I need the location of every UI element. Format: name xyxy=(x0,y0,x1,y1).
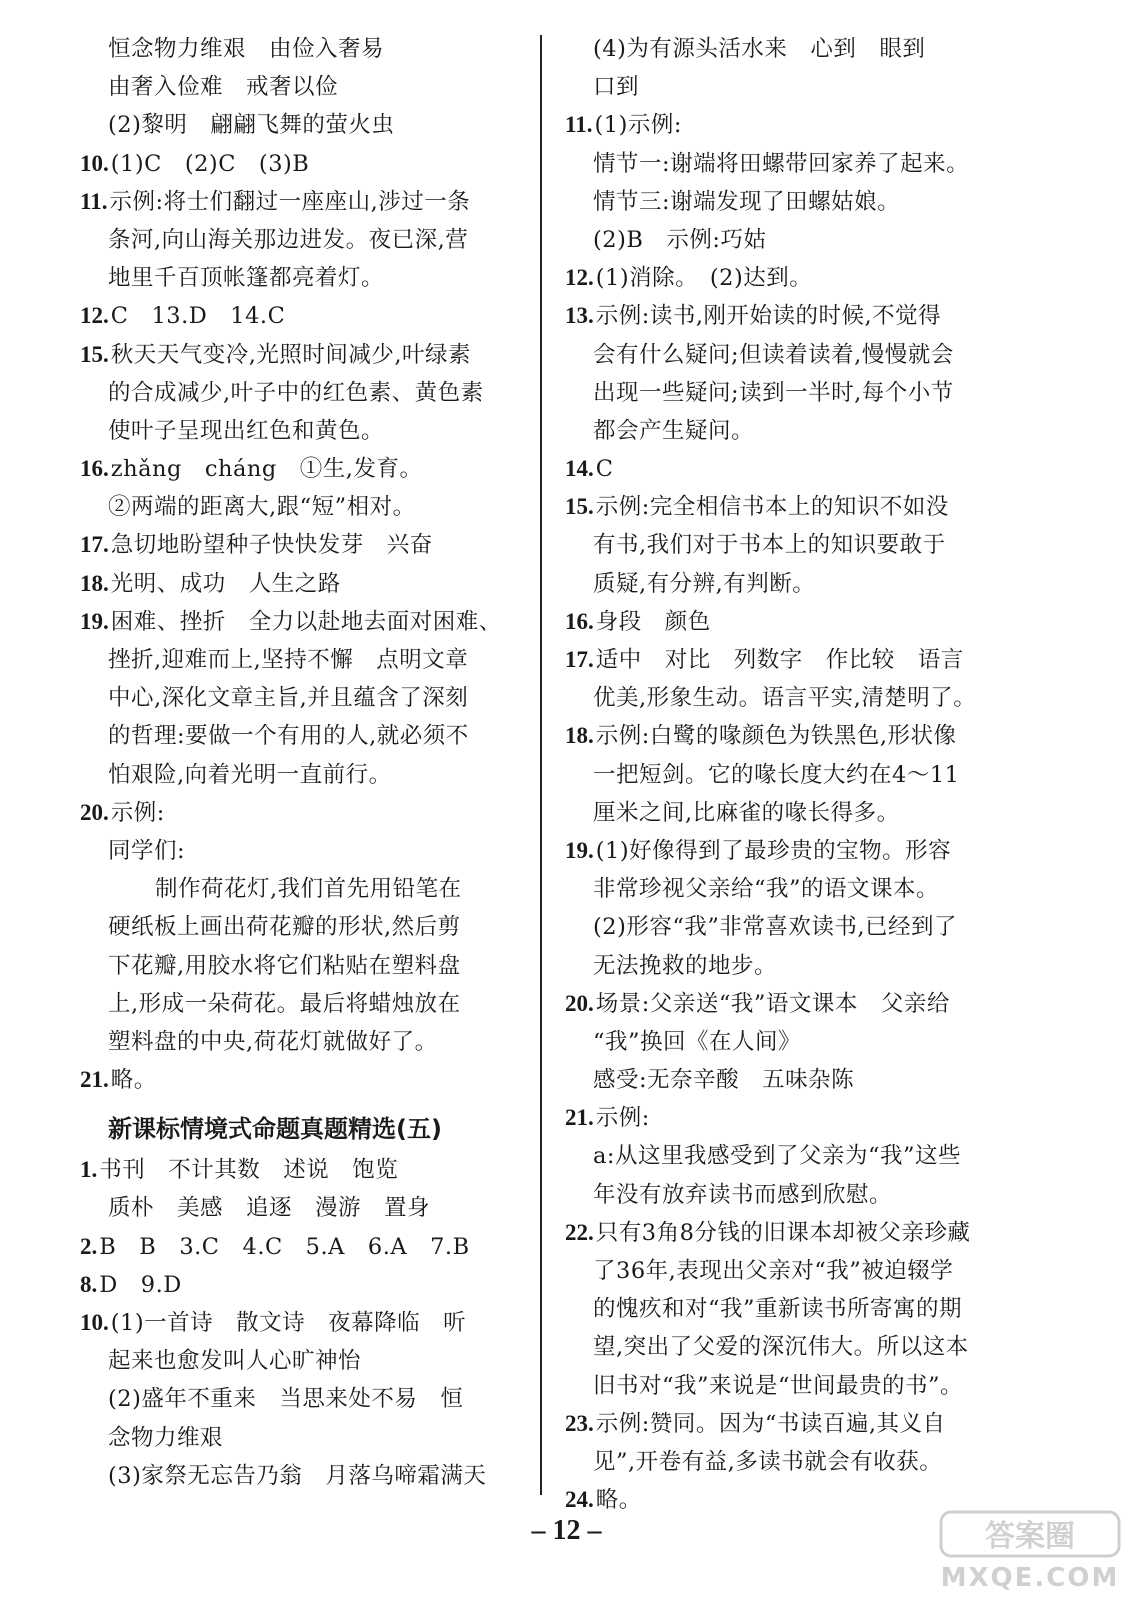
answer-text: 困难、挫折 全力以赴地去面对困难、 xyxy=(110,608,502,635)
answer-text: (2)形容“我”非常喜欢读书,已经到了 xyxy=(593,914,958,941)
question-number: 14. xyxy=(565,456,594,482)
answer-text: 只有3角8分钱的旧课本却被父亲珍藏 xyxy=(595,1219,971,1246)
answer-line xyxy=(565,526,1035,564)
question-number: 13. xyxy=(565,303,594,329)
answer-line xyxy=(565,183,1035,221)
watermark-text-cn: 答案圈 xyxy=(985,1519,1075,1554)
answer-line xyxy=(565,1405,1035,1443)
question-number: 20. xyxy=(80,799,109,825)
answer-line xyxy=(80,565,525,603)
answer-line xyxy=(80,1457,525,1495)
answer-line xyxy=(80,1380,525,1418)
answer-line xyxy=(80,1061,525,1099)
answer-text: 挫折,迎难而上,坚持不懈 点明文章 xyxy=(108,647,469,673)
answer-text: (1)一首诗 散文诗 夜幕降临 听 xyxy=(110,1310,467,1336)
answer-line xyxy=(565,794,1035,832)
page-number: – 12 – xyxy=(531,1515,602,1546)
question-number: 24. xyxy=(565,1487,594,1513)
answer-text: 会有什么疑问;但读着读着,慢慢就会 xyxy=(593,341,954,368)
answer-text: 念物力维艰 xyxy=(108,1424,224,1451)
answer-line xyxy=(565,221,1035,259)
answer-text: 条河,向山海关那边进发。夜已深,营 xyxy=(108,226,469,253)
watermark-text-url: MXQE.COM xyxy=(940,1563,1120,1592)
answer-line xyxy=(80,985,525,1023)
question-number: 16. xyxy=(80,456,109,482)
answer-line xyxy=(80,641,525,679)
answer-text: 一把短剑。它的喙长度大约在4～11 xyxy=(593,761,960,788)
answer-text: 都会产生疑问。 xyxy=(593,417,755,444)
answer-line xyxy=(80,1228,525,1266)
answer-line xyxy=(565,603,1035,641)
question-number: 21. xyxy=(80,1067,109,1093)
answer-text: (4)为有源头活水来 心到 眼到 xyxy=(593,36,926,62)
answer-line xyxy=(565,450,1035,488)
answer-line xyxy=(80,1304,525,1342)
answer-text: 下花瓣,用胶水将它们粘贴在塑料盘 xyxy=(108,952,461,979)
answer-line xyxy=(80,1266,525,1304)
watermark-logo xyxy=(935,1508,1125,1592)
section-heading: 新课标情境式命题真题精选(五) xyxy=(108,1115,442,1144)
answer-text: ②两端的距离大,跟“短”相对。 xyxy=(108,494,416,521)
answer-text: C xyxy=(595,456,614,483)
answer-line xyxy=(565,679,1035,717)
answer-line xyxy=(80,30,525,68)
answer-line xyxy=(565,68,1035,106)
answer-text: (3)家祭无忘告乃翁 月落乌啼霜满天 xyxy=(108,1462,487,1489)
answer-text: 适中 对比 列数字 作比较 语言 xyxy=(595,647,964,673)
answer-text: 情节三:谢端发现了田螺姑娘。 xyxy=(593,188,901,215)
answer-line xyxy=(565,30,1035,68)
answer-text: 质疑,有分辨,有判断。 xyxy=(593,570,816,597)
answer-line xyxy=(80,336,525,374)
answer-text: (1)消除。 (2)达到。 xyxy=(595,265,813,292)
answer-line xyxy=(80,794,525,832)
answer-text: 光明、成功 人生之路 xyxy=(110,570,341,597)
answer-line xyxy=(80,297,525,335)
answer-text: 急切地盼望种子快快发芽 兴奋 xyxy=(110,532,433,559)
answer-text: (2)黎明 翩翩飞舞的萤火虫 xyxy=(108,112,395,139)
answer-text: 硬纸板上画出荷花瓣的形状,然后剪 xyxy=(108,914,461,941)
answer-text: 略。 xyxy=(595,1487,642,1514)
answer-text: 厘米之间,比麻雀的喙长得多。 xyxy=(593,799,900,826)
answer-text: 同学们: xyxy=(108,837,186,864)
question-number: 22. xyxy=(565,1219,594,1245)
answer-line xyxy=(80,756,525,794)
answer-line xyxy=(80,1151,525,1189)
answer-line xyxy=(565,412,1035,450)
answer-text: 有书,我们对于书本上的知识要敢于 xyxy=(593,532,946,559)
answer-line xyxy=(565,1328,1035,1366)
answer-text: 示例: xyxy=(110,799,165,826)
answer-text: 示例:读书,刚开始读的时候,不觉得 xyxy=(595,303,942,330)
answer-text: (1)C (2)C (3)B xyxy=(110,150,310,177)
question-number: 23. xyxy=(565,1410,594,1436)
answer-text: B B 3.C 4.C 5.A 6.A 7.B xyxy=(99,1233,470,1260)
answer-text: 旧书对“我”来说是“世间最贵的书”。 xyxy=(593,1372,964,1399)
answer-text: 示例:将士们翻过一座座山,涉过一条 xyxy=(109,188,471,215)
answer-text: (2)B 示例:巧姑 xyxy=(593,226,767,253)
answer-text: D 9.D xyxy=(99,1271,182,1298)
answer-text: zhǎng cháng ①生,发育。 xyxy=(110,456,423,483)
answer-text: 示例: xyxy=(595,1105,650,1132)
answer-line xyxy=(565,1290,1035,1328)
column-divider xyxy=(540,35,542,1495)
answer-text: 见”,开卷有益,多读书就会有收获。 xyxy=(593,1448,943,1475)
answer-line xyxy=(80,908,525,946)
answer-text: (2)盛年不重来 当思来处不易 恒 xyxy=(108,1386,464,1413)
answer-text: (1)好像得到了最珍贵的宝物。形容 xyxy=(595,837,952,864)
answer-text: 由奢入俭难 戒奢以俭 xyxy=(108,74,339,101)
question-number: 12. xyxy=(80,303,109,329)
left-column xyxy=(80,30,525,1495)
answer-line xyxy=(80,68,525,106)
question-number: 1. xyxy=(80,1157,98,1183)
answer-line xyxy=(80,183,525,221)
question-number: 16. xyxy=(565,608,594,634)
answer-text: 口到 xyxy=(593,74,640,101)
answer-text: 的哲理:要做一个有用的人,就必须不 xyxy=(108,723,469,750)
answer-line xyxy=(565,1367,1035,1405)
answer-line xyxy=(565,947,1035,985)
answer-text: 非常珍视父亲给“我”的语文课本。 xyxy=(593,876,940,903)
answer-line xyxy=(565,145,1035,183)
question-number: 19. xyxy=(565,837,594,863)
question-number: 11. xyxy=(565,112,593,138)
answer-line xyxy=(565,259,1035,297)
answer-line xyxy=(565,870,1035,908)
answer-line xyxy=(565,374,1035,412)
answer-line xyxy=(565,1137,1035,1175)
answer-line xyxy=(565,832,1035,870)
answer-text: 怕艰险,向着光明一直前行。 xyxy=(108,761,392,788)
answer-line xyxy=(565,641,1035,679)
answer-line xyxy=(80,412,525,450)
answer-line xyxy=(565,1061,1035,1099)
answer-text: (1)示例: xyxy=(594,112,682,139)
answer-line xyxy=(80,947,525,985)
answer-text: 的合成减少,叶子中的红色素、黄色素 xyxy=(108,379,484,406)
answer-line xyxy=(80,832,525,870)
question-number: 17. xyxy=(565,647,594,672)
answer-text: C 13.D 14.C xyxy=(110,303,286,330)
answer-line xyxy=(80,603,525,641)
answer-line xyxy=(565,756,1035,794)
answer-line xyxy=(565,106,1035,144)
question-number: 2. xyxy=(80,1233,98,1259)
answer-text: 中心,深化文章主旨,并且蕴含了深刻 xyxy=(108,685,469,712)
answer-text: 无法挽救的地步。 xyxy=(593,952,778,979)
question-number: 8. xyxy=(80,1271,98,1297)
answer-text: 使叶子呈现出红色和黄色。 xyxy=(108,417,385,444)
answer-line xyxy=(565,985,1035,1023)
answer-line xyxy=(565,1176,1035,1214)
answer-line xyxy=(80,221,525,259)
answer-line xyxy=(565,1023,1035,1061)
answer-text: 质朴 美感 追逐 漫游 置身 xyxy=(108,1195,431,1222)
answer-text: 望,突出了父爱的深沉伟大。所以这本 xyxy=(593,1334,969,1361)
answer-line xyxy=(565,908,1035,946)
question-number: 15. xyxy=(80,341,109,367)
question-number: 11. xyxy=(80,188,108,214)
answer-line xyxy=(80,450,525,488)
answer-line xyxy=(80,526,525,564)
question-number: 18. xyxy=(565,723,594,749)
answer-line xyxy=(80,1023,525,1061)
answer-text: 示例:赞同。因为“书读百遍,其义自 xyxy=(595,1410,946,1437)
question-number: 18. xyxy=(80,570,109,596)
answer-text: “我”换回《在人间》 xyxy=(593,1028,802,1055)
answer-text: 塑料盘的中央,荷花灯就做好了。 xyxy=(108,1028,438,1055)
question-number: 20. xyxy=(565,990,594,1016)
answer-text: 年没有放弃读书而感到欣慰。 xyxy=(593,1181,893,1208)
answer-line xyxy=(565,717,1035,755)
answer-line xyxy=(80,488,525,526)
answer-line xyxy=(80,717,525,755)
answer-text: 恒念物力维艰 由俭入奢易 xyxy=(108,36,385,62)
question-number: 10. xyxy=(80,1310,109,1335)
answer-line xyxy=(565,1214,1035,1252)
answer-line xyxy=(80,374,525,412)
answer-line xyxy=(565,1099,1035,1137)
answer-line xyxy=(80,1189,525,1227)
answer-line xyxy=(565,297,1035,335)
question-number: 17. xyxy=(80,532,109,558)
answer-text: 制作荷花灯,我们首先用铅笔在 xyxy=(155,876,462,903)
answer-text: 身段 颜色 xyxy=(595,608,711,635)
answer-text: 起来也愈发叫人心旷神怡 xyxy=(108,1348,362,1375)
answer-line xyxy=(80,145,525,183)
answer-line xyxy=(565,336,1035,374)
answer-text: 地里千百顶帐篷都亮着灯。 xyxy=(108,265,385,292)
answer-text: 秋天天气变冷,光照时间减少,叶绿素 xyxy=(110,341,472,368)
answer-text: 示例:完全相信书本上的知识不如没 xyxy=(595,494,949,521)
answer-text: 了36年,表现出父亲对“我”被迫辍学 xyxy=(593,1258,954,1284)
answer-text: 感受:无奈辛酸 五味杂陈 xyxy=(593,1067,855,1094)
answer-line xyxy=(80,870,525,908)
answer-text: 略。 xyxy=(110,1067,157,1094)
question-number: 19. xyxy=(80,608,109,634)
answer-line xyxy=(565,1252,1035,1290)
answer-text: 示例:白鹭的喙颜色为铁黑色,形状像 xyxy=(595,723,957,750)
answer-text: a:从这里我感受到了父亲为“我”这些 xyxy=(593,1143,962,1170)
answer-text: 的愧疚和对“我”重新读书所寄寓的期 xyxy=(593,1296,963,1323)
answer-text: 情节一:谢端将田螺带回家养了起来。 xyxy=(593,150,970,177)
answer-text: 书刊 不计其数 述说 饱览 xyxy=(99,1157,399,1184)
question-number: 15. xyxy=(565,494,594,520)
answer-line xyxy=(80,1342,525,1380)
question-number: 21. xyxy=(565,1105,594,1131)
answer-line xyxy=(80,679,525,717)
answer-text: 上,形成一朵荷花。最后将蜡烛放在 xyxy=(108,990,461,1017)
answer-line xyxy=(80,1419,525,1457)
answer-text: 出现一些疑问;读到一半时,每个小节 xyxy=(593,379,954,406)
answer-line xyxy=(80,106,525,144)
answer-line xyxy=(80,259,525,297)
answer-line xyxy=(565,488,1035,526)
answer-line xyxy=(565,565,1035,603)
right-column xyxy=(565,30,1035,1519)
answer-text: 优美,形象生动。语言平实,清楚明了。 xyxy=(593,685,977,712)
question-number: 10. xyxy=(80,150,109,176)
answer-text: 场景:父亲送“我”语文课本 父亲给 xyxy=(595,990,950,1017)
question-number: 12. xyxy=(565,265,594,291)
answer-line xyxy=(565,1443,1035,1481)
